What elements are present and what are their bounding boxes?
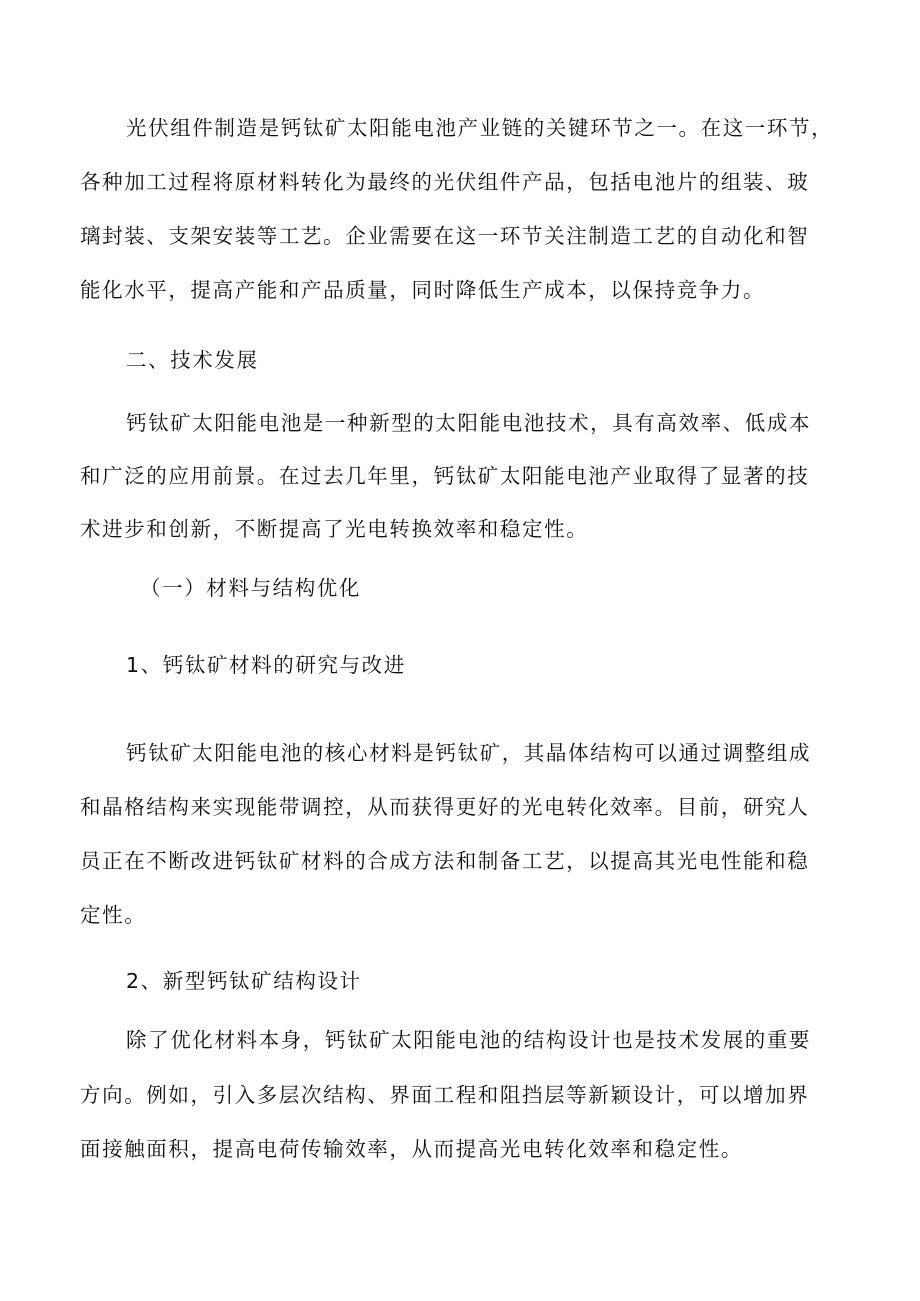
paragraph-2-line-1: 钙钛矿太阳能电池是一种新型的太阳能电池技术，具有高效率、低成本 (126, 411, 812, 435)
paragraph-1-line-2: 各种加工过程将原材料转化为最终的光伏组件产品，包括电池片的组装、玻 (80, 170, 810, 194)
paragraph-3-line-4: 定性。 (80, 903, 147, 927)
paragraph-4-line-3: 面接触面积，提高电荷传输效率，从而提高光电转化效率和稳定性。 (80, 1137, 743, 1161)
paragraph-3-line-2: 和晶格结构来实现能带调控，从而获得更好的光电转化效率。目前，研究人 (80, 795, 810, 819)
paragraph-1-line-1: 光伏组件制造是钙钛矿太阳能电池产业链的关键环节之一。在这一环节， (126, 116, 834, 140)
paragraph-4-line-2: 方向。例如，引入多层次结构、界面工程和阻挡层等新颖设计，可以增加界 (80, 1083, 810, 1107)
paragraph-1-line-3: 璃封装、支架安装等工艺。企业需要在这一环节关注制造工艺的自动化和智 (80, 224, 810, 248)
item-heading-1: 1、钙钛矿材料的研究与改进 (126, 653, 406, 677)
item-heading-2: 2、新型钙钛矿结构设计 (126, 969, 362, 993)
paragraph-4-line-1: 除了优化材料本身，钙钛矿太阳能电池的结构设计也是技术发展的重要 (126, 1028, 812, 1052)
subsection-heading: （一）材料与结构优化 (140, 576, 361, 600)
paragraph-3-line-3: 员正在不断改进钙钛矿材料的合成方法和制备工艺，以提高其光电性能和稳 (80, 849, 810, 873)
paragraph-3-line-1: 钙钛矿太阳能电池的核心材料是钙钛矿，其晶体结构可以通过调整组成 (126, 741, 812, 765)
section-heading: 二、技术发展 (126, 348, 259, 372)
paragraph-2-line-2: 和广泛的应用前景。在过去几年里，钙钛矿太阳能电池产业取得了显著的技 (80, 464, 810, 488)
paragraph-1-line-4: 能化水平，提高产能和产品质量，同时降低生产成本，以保持竞争力。 (80, 278, 766, 302)
paragraph-2-line-3: 术进步和创新，不断提高了光电转换效率和稳定性。 (80, 517, 589, 541)
